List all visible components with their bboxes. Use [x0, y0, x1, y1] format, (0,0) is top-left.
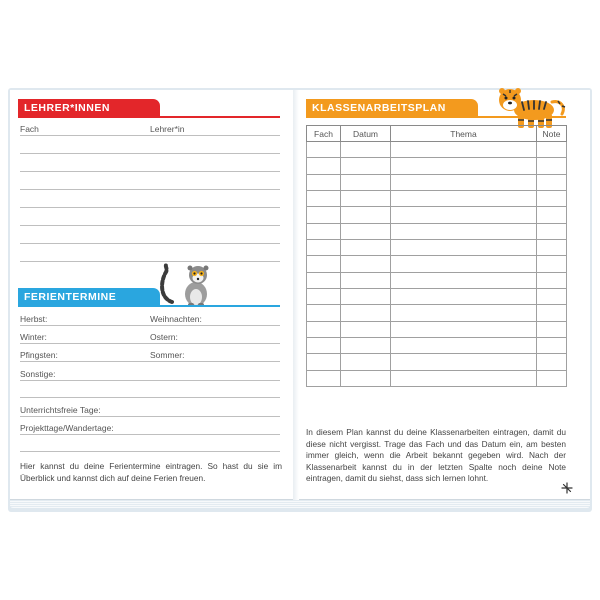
grade-cell[interactable] — [537, 240, 567, 256]
subject-cell[interactable] — [307, 174, 341, 190]
table-row — [307, 370, 567, 386]
teachers-line[interactable] — [20, 261, 280, 262]
teachers-line[interactable] — [20, 135, 280, 136]
date-cell[interactable] — [341, 289, 391, 305]
holiday-project-days-label: Projekttage/Wandertage: — [20, 423, 114, 433]
grade-cell[interactable] — [537, 191, 567, 207]
date-cell[interactable] — [341, 207, 391, 223]
date-cell[interactable] — [341, 142, 391, 158]
topic-cell[interactable] — [391, 207, 537, 223]
table-row — [307, 338, 567, 354]
grade-cell[interactable] — [537, 174, 567, 190]
holiday-line[interactable] — [20, 451, 280, 452]
teachers-col-teacher: Lehrer*in — [150, 124, 185, 134]
topic-cell[interactable] — [391, 305, 537, 321]
subject-cell[interactable] — [307, 338, 341, 354]
subject-cell[interactable] — [307, 289, 341, 305]
holidays-banner — [18, 288, 160, 306]
table-row — [307, 354, 567, 370]
topic-cell[interactable] — [391, 354, 537, 370]
table-row — [307, 142, 567, 158]
holiday-summer-label: Sommer: — [150, 350, 185, 360]
date-cell[interactable] — [341, 305, 391, 321]
topic-cell[interactable] — [391, 321, 537, 337]
topic-cell[interactable] — [391, 142, 537, 158]
table-row — [307, 256, 567, 272]
exam-plan-table — [306, 125, 567, 387]
subject-cell[interactable] — [307, 158, 341, 174]
topic-cell[interactable] — [391, 158, 537, 174]
holiday-christmas-label: Weihnachten: — [150, 314, 202, 324]
subject-cell[interactable] — [307, 272, 341, 288]
date-cell[interactable] — [341, 370, 391, 386]
table-row — [307, 158, 567, 174]
table-row — [307, 321, 567, 337]
topic-cell[interactable] — [391, 256, 537, 272]
page-edges — [10, 500, 590, 508]
topic-cell[interactable] — [391, 174, 537, 190]
date-cell[interactable] — [341, 321, 391, 337]
column-header-date: Datum — [341, 126, 391, 142]
date-cell[interactable] — [341, 158, 391, 174]
date-cell[interactable] — [341, 354, 391, 370]
teachers-line[interactable] — [20, 225, 280, 226]
subject-cell[interactable] — [307, 305, 341, 321]
holiday-pentecost-label: Pfingsten: — [20, 350, 58, 360]
topic-cell[interactable] — [391, 289, 537, 305]
topic-cell[interactable] — [391, 223, 537, 239]
topic-cell[interactable] — [391, 272, 537, 288]
subject-cell[interactable] — [307, 256, 341, 272]
grade-cell[interactable] — [537, 321, 567, 337]
date-cell[interactable] — [341, 256, 391, 272]
star-icon — [561, 482, 573, 494]
grade-cell[interactable] — [537, 354, 567, 370]
teachers-line[interactable] — [20, 243, 280, 244]
grade-cell[interactable] — [537, 289, 567, 305]
holiday-line[interactable] — [20, 361, 280, 362]
date-cell[interactable] — [341, 223, 391, 239]
subject-cell[interactable] — [307, 354, 341, 370]
grade-cell[interactable] — [537, 207, 567, 223]
subject-cell[interactable] — [307, 191, 341, 207]
table-row — [307, 240, 567, 256]
grade-cell[interactable] — [537, 256, 567, 272]
holiday-winter-label: Winter: — [20, 332, 47, 342]
subject-cell[interactable] — [307, 223, 341, 239]
topic-cell[interactable] — [391, 191, 537, 207]
grade-cell[interactable] — [537, 272, 567, 288]
teachers-title: LEHRER*INNEN — [24, 102, 110, 114]
holiday-line[interactable] — [20, 380, 280, 381]
grade-cell[interactable] — [537, 158, 567, 174]
date-cell[interactable] — [341, 240, 391, 256]
plan-description: In diesem Plan kannst du deine Klassenarbeiten eintragen, damit du diese nicht vergisst. Trage das Fach und das Datum ein, am besten immer gleich, wenn die Arbeit bekannt gegeben wird. Nach der Klassenarbeit kannst du in der letzten Spalte noch deine Note eintragen, damit du siehst, dass sich lernen lohnt. — [306, 427, 566, 483]
date-cell[interactable] — [341, 174, 391, 190]
subject-cell[interactable] — [307, 240, 341, 256]
holiday-line[interactable] — [20, 416, 280, 417]
holiday-line[interactable] — [20, 325, 280, 326]
grade-cell[interactable] — [537, 142, 567, 158]
table-row — [307, 305, 567, 321]
subject-cell[interactable] — [307, 321, 341, 337]
table-header-row — [307, 126, 567, 142]
holiday-other-label: Sonstige: — [20, 369, 56, 379]
teachers-banner-line — [18, 116, 280, 118]
grade-cell[interactable] — [537, 223, 567, 239]
subject-cell[interactable] — [307, 207, 341, 223]
column-header-subject: Fach — [307, 126, 341, 142]
lemur-icon — [158, 262, 216, 308]
table-row — [307, 207, 567, 223]
table-row — [307, 174, 567, 190]
topic-cell[interactable] — [391, 240, 537, 256]
holiday-autumn-label: Herbst: — [20, 314, 48, 324]
holiday-line[interactable] — [20, 343, 280, 344]
holiday-line[interactable] — [20, 434, 280, 435]
teachers-banner — [18, 99, 160, 117]
teachers-line[interactable] — [20, 207, 280, 208]
grade-cell[interactable] — [537, 338, 567, 354]
plan-title: KLASSENARBEITSPLAN — [312, 102, 446, 114]
date-cell[interactable] — [341, 191, 391, 207]
date-cell[interactable] — [341, 272, 391, 288]
date-cell[interactable] — [341, 338, 391, 354]
table-row — [307, 223, 567, 239]
table-row — [307, 191, 567, 207]
exam-plan-body — [307, 142, 567, 387]
holiday-easter-label: Ostern: — [150, 332, 178, 342]
holidays-description: Hier kannst du deine Ferientermine eintragen. So hast du sie im Überblick und kannst dich auf deine Ferien freuen. — [20, 461, 282, 483]
book-gutter — [293, 90, 299, 500]
topic-cell[interactable] — [391, 338, 537, 354]
subject-cell[interactable] — [307, 142, 341, 158]
teachers-col-subject: Fach — [20, 124, 39, 134]
teachers-line[interactable] — [20, 171, 280, 172]
holiday-line[interactable] — [20, 397, 280, 398]
grade-cell[interactable] — [537, 370, 567, 386]
table-row — [307, 289, 567, 305]
holidays-title: FERIENTERMINE — [24, 291, 117, 303]
plan-banner — [306, 99, 478, 117]
holidays-banner-line — [18, 305, 280, 307]
column-header-topic: Thema — [391, 126, 537, 142]
column-header-grade: Note — [537, 126, 567, 142]
grade-cell[interactable] — [537, 305, 567, 321]
teachers-line[interactable] — [20, 189, 280, 190]
tiger-icon — [498, 86, 570, 130]
table-row — [307, 272, 567, 288]
holiday-free-days-label: Unterrichtsfreie Tage: — [20, 405, 101, 415]
teachers-line[interactable] — [20, 153, 280, 154]
topic-cell[interactable] — [391, 370, 537, 386]
subject-cell[interactable] — [307, 370, 341, 386]
